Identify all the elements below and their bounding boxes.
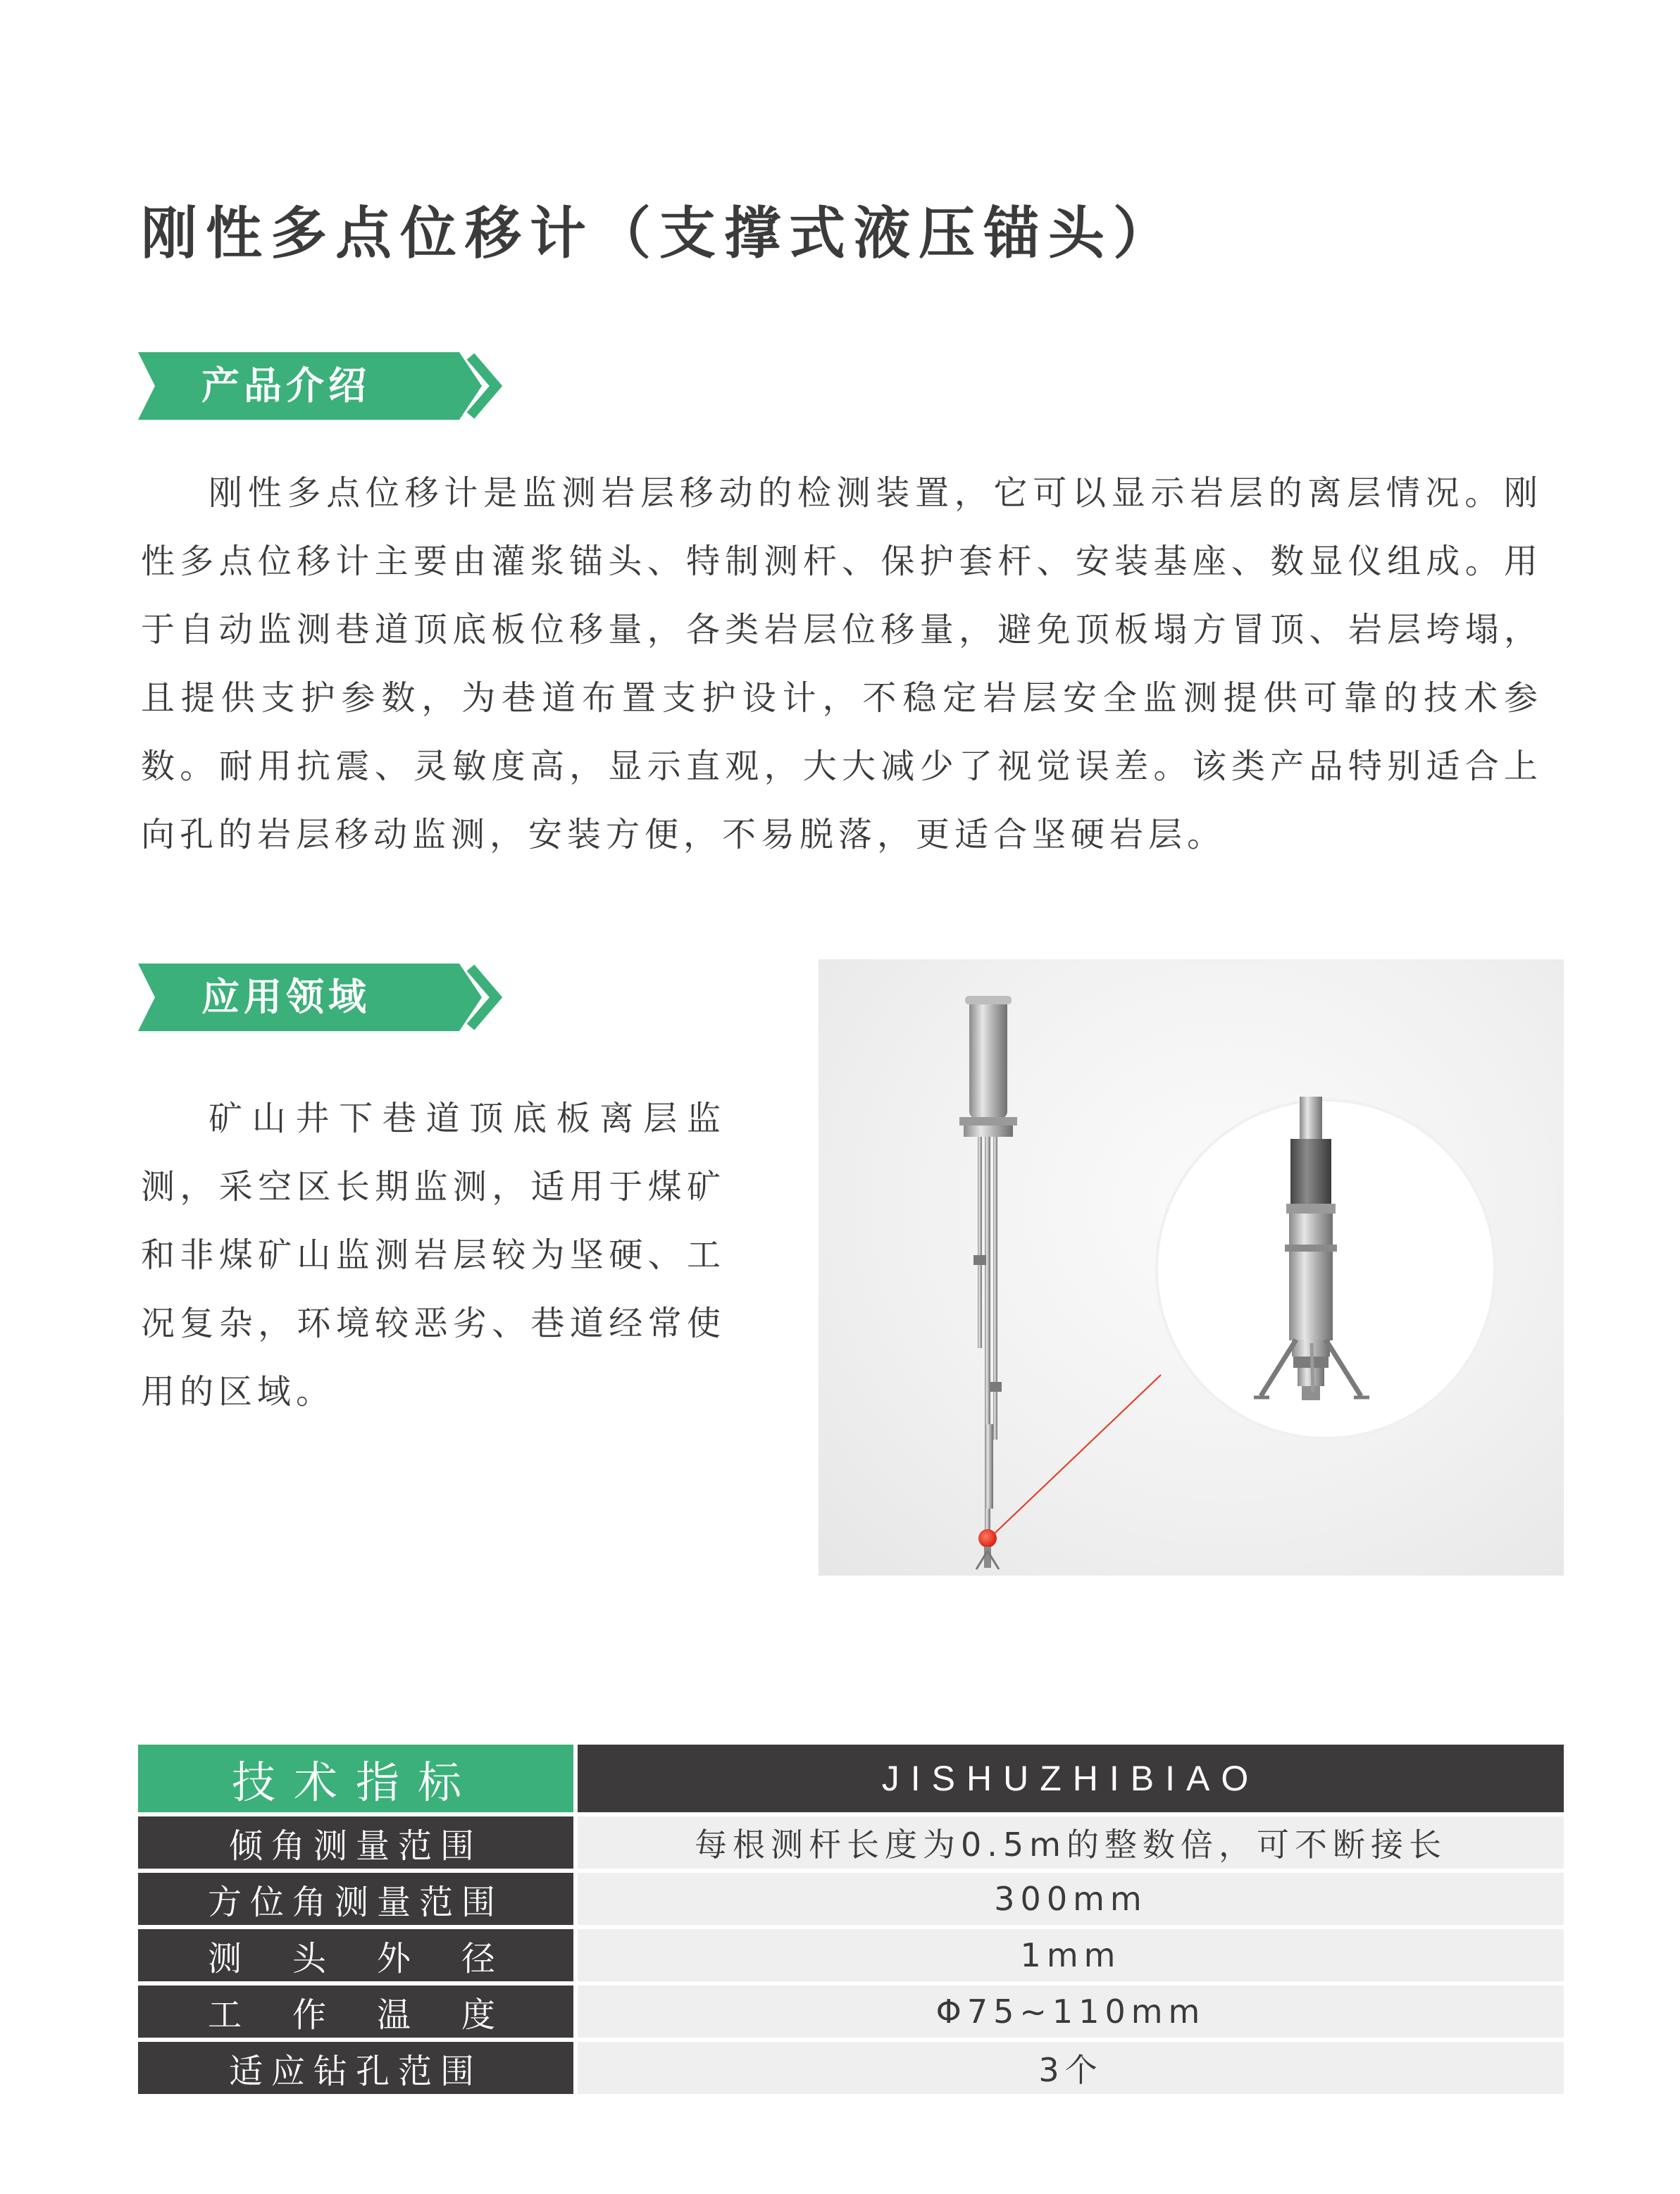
table-row <box>138 1873 1564 1925</box>
intro-section-header <box>138 352 504 420</box>
table-row <box>138 1929 1564 1981</box>
spec-value: 300mm <box>578 1873 1564 1925</box>
spec-value: Φ75~110mm <box>578 1986 1564 2038</box>
spec-header-right: JISHUZHIBIAO <box>578 1745 1564 1812</box>
application-heading: 应用领域 <box>201 975 371 1019</box>
spec-value: 1mm <box>578 1929 1564 1981</box>
displacement-meter-illustration <box>819 959 1564 1576</box>
product-image <box>819 959 1564 1576</box>
table-row <box>138 1986 1564 2038</box>
intro-heading: 产品介绍 <box>201 363 371 408</box>
spec-label: 倾角测量范围 <box>138 1816 573 1869</box>
spec-label: 适应钻孔范围 <box>138 2042 573 2094</box>
spec-label: 方位角测量范围 <box>138 1873 573 1925</box>
table-row <box>138 2042 1564 2094</box>
application-section-header <box>138 964 504 1031</box>
application-paragraph: 矿山井下巷道顶底板离层监测，采空区长期监测，适用于煤矿和非煤矿山监测岩层较为坚硬、工况复杂，环境较恶劣、巷道经常使用的区域。 <box>141 1099 726 1411</box>
intro-paragraph: 刚性多点位移计是监测岩层移动的检测装置，它可以显示岩层的离层情况。刚性多点位移计主要由灌浆锚头、特制测杆、保护套杆、安装基座、数显仪组成。用于自动监测巷道顶底板位移量，各类岩层位移量，避免顶板塌方冒顶、岩层垮塌，且提供支护参数，为巷道布置支护设计，不稳定岩层安全监测提供可靠的技术参数。耐用抗震、灵敏度高，显示直观，大大减少了视觉误差。该类产品特别适合上向孔的岩层移动监测，安装方便，不易脱落，更适合坚硬岩层。 <box>141 473 1543 854</box>
spec-value: 每根测杆长度为0.5m的整数倍，可不断接长 <box>578 1816 1564 1869</box>
page-title: 刚性多点位移计（支撑式液压锚头） <box>141 201 1178 266</box>
spec-value: 3个 <box>578 2042 1564 2094</box>
table-row <box>138 1816 1564 1869</box>
spec-table-header <box>138 1745 1564 1812</box>
spec-label: 测 头 外 径 <box>138 1929 573 1981</box>
spec-header-left: 技术指标 <box>138 1745 573 1812</box>
spec-label: 工 作 温 度 <box>138 1986 573 2038</box>
